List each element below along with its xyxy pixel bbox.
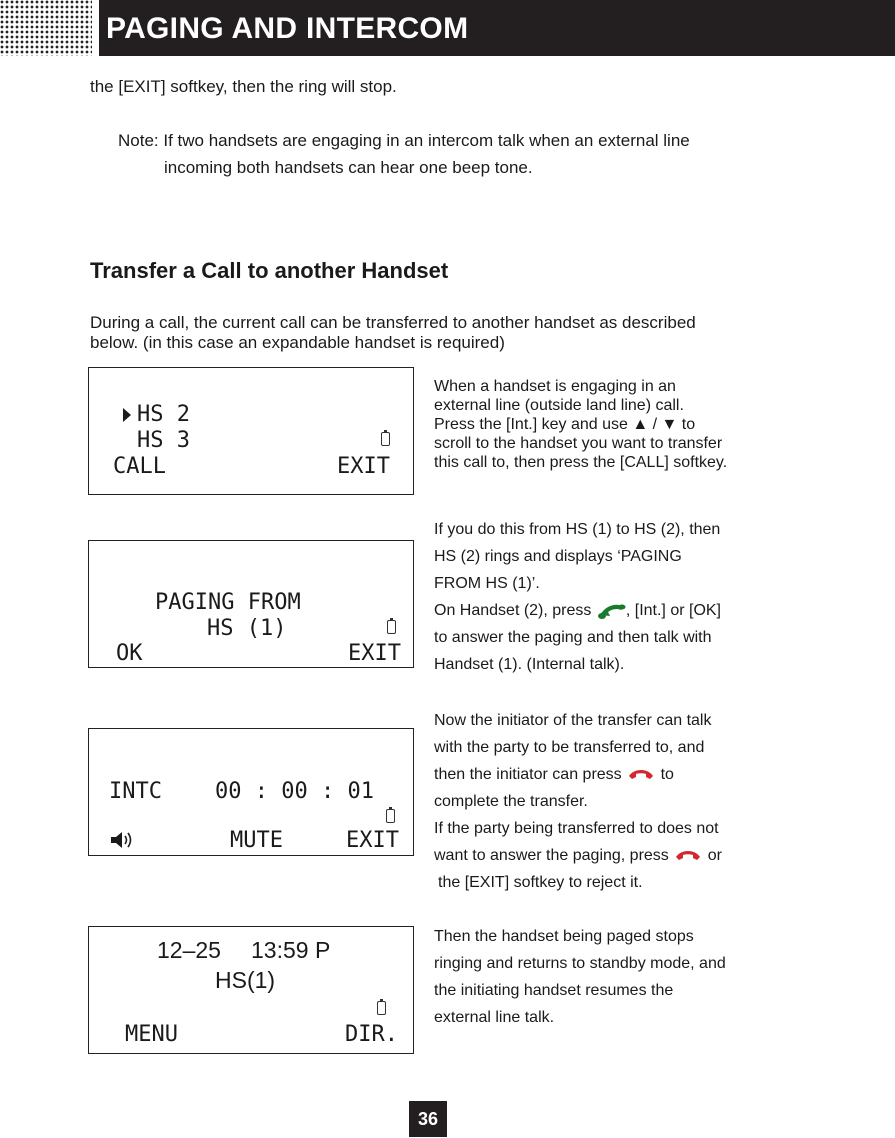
softkey-right: EXIT — [348, 641, 401, 666]
desc-line: Now the initiator of the transfer can talk — [434, 712, 712, 729]
desc-line: ringing and returns to standby mode, and — [434, 955, 726, 972]
section-title: Transfer a Call to another Handset — [90, 258, 449, 283]
desc-line — [434, 842, 722, 869]
desc-text: , [Int.] or [OK] — [625, 602, 721, 619]
lcd-screen-select-handset — [88, 367, 414, 495]
desc-line: with the party to be transferred to, and — [434, 739, 705, 756]
description-intercom — [434, 707, 722, 896]
lcd-label: INTC — [109, 779, 162, 804]
note-line-2: incoming both handsets can hear one beep tone. — [164, 158, 533, 177]
desc-line: Press the [Int.] key and use ▲ / ▼ to — [434, 416, 696, 433]
desc-line: HS (2) rings and displays ‘PAGING — [434, 548, 682, 565]
battery-icon — [377, 1001, 386, 1015]
desc-line: If the party being transferred to does not — [434, 820, 719, 837]
speaker-icon — [109, 829, 135, 851]
softkey-left: CALL — [113, 454, 166, 479]
lcd-date: 12–25 — [157, 937, 221, 963]
desc-line: external line (outside land line) call. — [434, 397, 684, 414]
desc-line: the [EXIT] softkey to reject it. — [438, 874, 643, 891]
softkey-middle: MUTE — [230, 828, 283, 853]
end-call-icon — [626, 767, 656, 783]
desc-line: complete the transfer. — [434, 793, 588, 810]
battery-icon — [386, 809, 395, 823]
end-call-icon — [673, 848, 703, 864]
battery-icon — [387, 620, 396, 634]
desc-line: scroll to the handset you want to transfer — [434, 435, 723, 452]
desc-text: or — [707, 847, 722, 864]
talk-phone-icon — [596, 601, 626, 621]
lcd-line-2: HS 3 — [137, 428, 190, 453]
desc-line — [434, 597, 721, 624]
lcd-handset: HS(1) — [215, 967, 276, 993]
desc-line: If you do this from HS (1) to HS (2), then — [434, 521, 721, 538]
desc-line: external line talk. — [434, 1009, 555, 1026]
page-title: PAGING AND INTERCOM — [106, 12, 469, 45]
page-header — [0, 0, 895, 56]
selection-arrow-icon — [123, 408, 131, 422]
lcd-screen-paging-from — [88, 540, 414, 668]
desc-line: Handset (1). (Internal talk). — [434, 656, 625, 673]
softkey-right: DIR. — [345, 1022, 398, 1047]
section-paragraph-line-1: During a call, the current call can be transferred to another handset as described — [90, 313, 696, 332]
header-pattern-decoration — [0, 0, 92, 56]
desc-line — [434, 761, 722, 788]
desc-line: When a handset is engaging in an — [434, 378, 676, 395]
desc-text: to — [660, 766, 674, 783]
desc-text: want to answer the paging, press — [434, 847, 669, 864]
intro-text: the [EXIT] softkey, then the ring will stop. — [90, 77, 397, 96]
page-number: 36 — [409, 1101, 447, 1137]
desc-line: this call to, then press the [CALL] softkey. — [434, 454, 728, 471]
section-paragraph-line-2: below. (in this case an expandable handset is required) — [90, 333, 505, 352]
desc-text: then the initiator can press — [434, 766, 622, 783]
desc-text: On Handset (2), press — [434, 602, 592, 619]
lcd-timer: 00 : 00 : 01 — [215, 779, 374, 804]
description-select-handset — [434, 377, 727, 472]
desc-line: the initiating handset resumes the — [434, 982, 674, 999]
lcd-time: 13:59 P — [251, 937, 331, 963]
lcd-line-1: PAGING FROM — [155, 590, 301, 615]
battery-icon — [381, 432, 390, 446]
softkey-left: OK — [116, 641, 143, 666]
description-standby — [434, 923, 726, 1031]
lcd-line-2: HS (1) — [207, 616, 287, 641]
note-line-1: Note: If two handsets are engaging in an intercom talk when an external line — [118, 131, 690, 150]
lcd-line-1: HS 2 — [137, 402, 190, 427]
lcd-screen-intercom — [88, 728, 414, 856]
lcd-screen-standby — [88, 926, 414, 1054]
softkey-right: EXIT — [346, 828, 399, 853]
desc-line: FROM HS (1)’. — [434, 575, 540, 592]
description-paging-from — [434, 516, 721, 678]
softkey-left: MENU — [125, 1022, 178, 1047]
desc-line: Then the handset being paged stops — [434, 928, 694, 945]
softkey-right: EXIT — [337, 454, 390, 479]
desc-line: to answer the paging and then talk with — [434, 629, 712, 646]
